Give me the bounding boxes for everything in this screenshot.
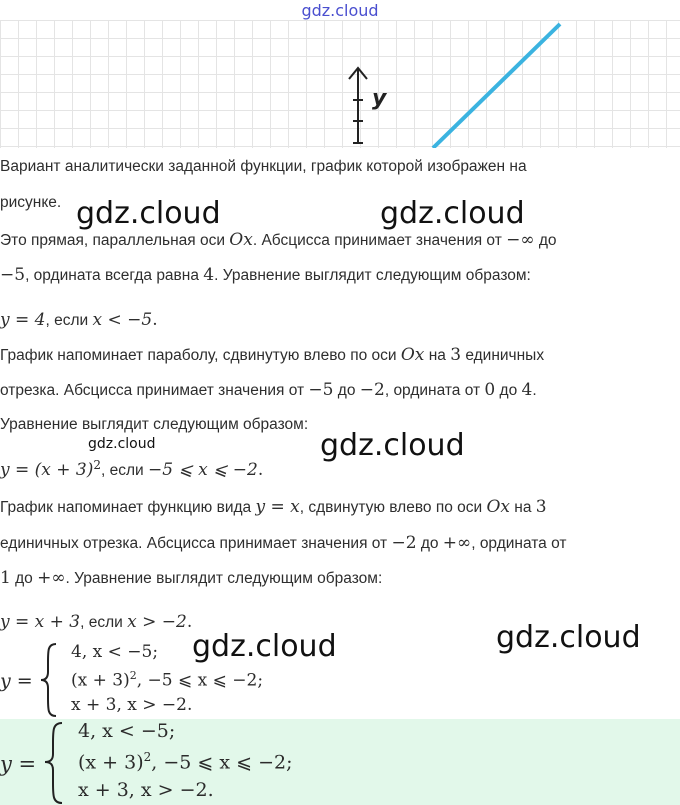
watermark: gdz.cloud xyxy=(496,620,641,655)
system-row-3: x + 3, x > −2. xyxy=(71,695,193,715)
paragraph-4-line-1: График напоминает функцию вида y = x, сдвинутую влево по оси Ox на 3 xyxy=(0,497,547,517)
watermark: gdz.cloud xyxy=(88,436,156,452)
equation-2: $y = (x + 3)^2$, если −5 ⩽ x ⩽ −2. xyxy=(0,458,264,481)
paragraph-4-line-3: 1 до +∞. Уравнение выглядит следующим образом: xyxy=(0,568,383,588)
brace-icon xyxy=(38,642,60,718)
answer-box xyxy=(0,719,680,805)
graph-svg xyxy=(0,20,680,148)
piecewise-system: y = 4, x < −5; $(x + 3)^2$, −5 ⩽ x ⩽ −2; x + 3, x > −2. xyxy=(0,640,680,720)
paragraph-3-line-1: График напоминает параболу, сдвинутую влево по оси Ox на 3 единичных xyxy=(0,345,545,365)
watermark: gdz.cloud xyxy=(320,428,465,463)
top-watermark: gdz.cloud xyxy=(301,1,379,20)
paragraph-1-line-1: Вариант аналитически заданной функции, график которой изображен на xyxy=(0,158,527,175)
paragraph-1-line-2: рисунке. xyxy=(0,194,62,211)
equation-3: y = x + 3, если x > −2. xyxy=(0,612,193,632)
answer-row-1: 4, x < −5; xyxy=(78,720,176,742)
answer-row-3: x + 3, x > −2. xyxy=(78,779,214,801)
answer-system: y = 4, x < −5; $(x + 3)^2$, −5 ⩽ x ⩽ −2; x + 3, x > −2. xyxy=(0,719,680,805)
graph-area xyxy=(0,20,680,148)
watermark: gdz.cloud xyxy=(192,629,337,664)
paragraph-3-line-3: Уравнение выглядит следующим образом: xyxy=(0,416,309,433)
paragraph-3-line-2: отрезка. Абсцисса принимает значения от −5 до −2, ордината от 0 до 4. xyxy=(0,380,537,400)
graph-line xyxy=(433,24,560,148)
answer-row-2: $(x + 3)^2$, −5 ⩽ x ⩽ −2; xyxy=(78,750,293,774)
equation-1: y = 4, если x < −5. xyxy=(0,310,158,330)
y-axis-label: y xyxy=(372,86,387,111)
answer-brace-icon xyxy=(42,721,66,805)
system-row-1: 4, x < −5; xyxy=(71,642,159,662)
paragraph-2-line-1: Это прямая, параллельная оси Ox. Абсцисса принимает значения от −∞ до xyxy=(0,230,557,250)
watermark: gdz.cloud xyxy=(380,196,525,231)
paragraph-4-line-2: единичных отрезка. Абсцисса принимает значения от −2 до +∞, ордината от xyxy=(0,533,567,553)
paragraph-2-line-2: −5, ордината всегда равна 4. Уравнение выглядит следующим образом: xyxy=(0,265,531,285)
watermark: gdz.cloud xyxy=(76,196,221,231)
system-row-2: $(x + 3)^2$, −5 ⩽ x ⩽ −2; xyxy=(71,669,264,691)
